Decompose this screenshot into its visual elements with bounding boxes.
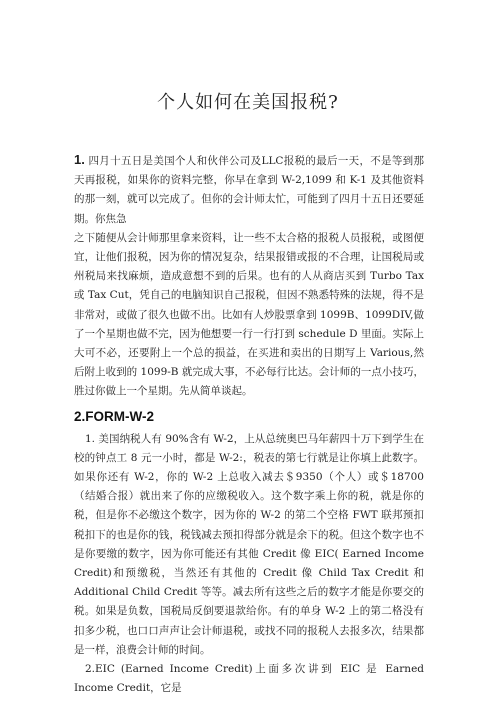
section1-text: 四月十五日是美国个人和伙伴公司及LLC报税的最后一天，不是等到那天再报税，如果你的资料完整，你早在拿到 W-2,1099 和 K-1 及其他资料的那一刻，就可以完成了。但你的会计师太忙，可能到了四月十五日还要延期。你焦急 bbox=[74, 155, 424, 225]
section2-item2: 2.EIC (Earned Income Credit)上面多次讲到 EIC 是 Earned Income Credit，它是 bbox=[74, 663, 424, 695]
section1-paragraph2: 之下随便从会计师那里拿来资料，让一些不太合格的报税人员报税，或图便宜，让他们报税，因为你的情况复杂，结果报错或报的不合理，让国税局或州税局来找麻烦，造成意想不到的后果。也有的人从商店买到 Turbo Tax 或 Tax Cut，凭自己的电脑知识自己报税，但因不熟悉特殊的法规，得不是非常对，或做了很久也做不出。比如有人炒股票拿到 1099B、1099DIV,做了一个星期也做不完，因为他想要一行一行打到 schedule D 里面。实际上大可不必，还要附上一个总的损益，在买进和卖出的日期写上 Various,然后附上收到的 1099-B 就完成大事，不必每行比达。会计师的一点小技巧，胜过你做上一个星期。先从简单谈起。 bbox=[74, 231, 424, 398]
section2-item1: 1. 美国纳税人有 90%含有 W-2，上从总统奥巴马年薪四十万下到学生在校的钟点工 8 元一小时，都是 W-2:，税表的第七行就是让你填上此数字。如果你还有 W-2，你的 W-2 上总收入减去＄9350（个人）或＄18700（结婚合报）就出来了你的应缴税收入。这个数字乘上你的税，就是你的税，但是你不必缴这个数字，因为你的 W-2 的第二个空格 FWT 联邦预扣税扣下的也是你的钱，税钱减去预扣得部分就是余下的税。但这个数字也不是你要缴的数字，因为你可能还有其他 Credit 像 EIC( Earned Income Credit)和预缴税，当然还有其他的 Credit 像 Child Tax Credit 和 Additional Child Credit 等等。减去所有这些之后的数字才能是你要交的税。如果是负数，国税局反倒要退款给你。有的单身 W-2 上的第二格没有扣多少税，也口口声声让会计师退税，或找不同的报税人去报多次，结果都是一样，浪费会计师的时间。 bbox=[74, 432, 424, 656]
page-title: 个人如何在美国报税? bbox=[157, 92, 339, 113]
section1-paragraph bbox=[74, 150, 424, 229]
section-number: 1. bbox=[74, 152, 85, 167]
document-body bbox=[74, 150, 424, 698]
section2-heading: 2.FORM-W-2 bbox=[74, 408, 154, 424]
